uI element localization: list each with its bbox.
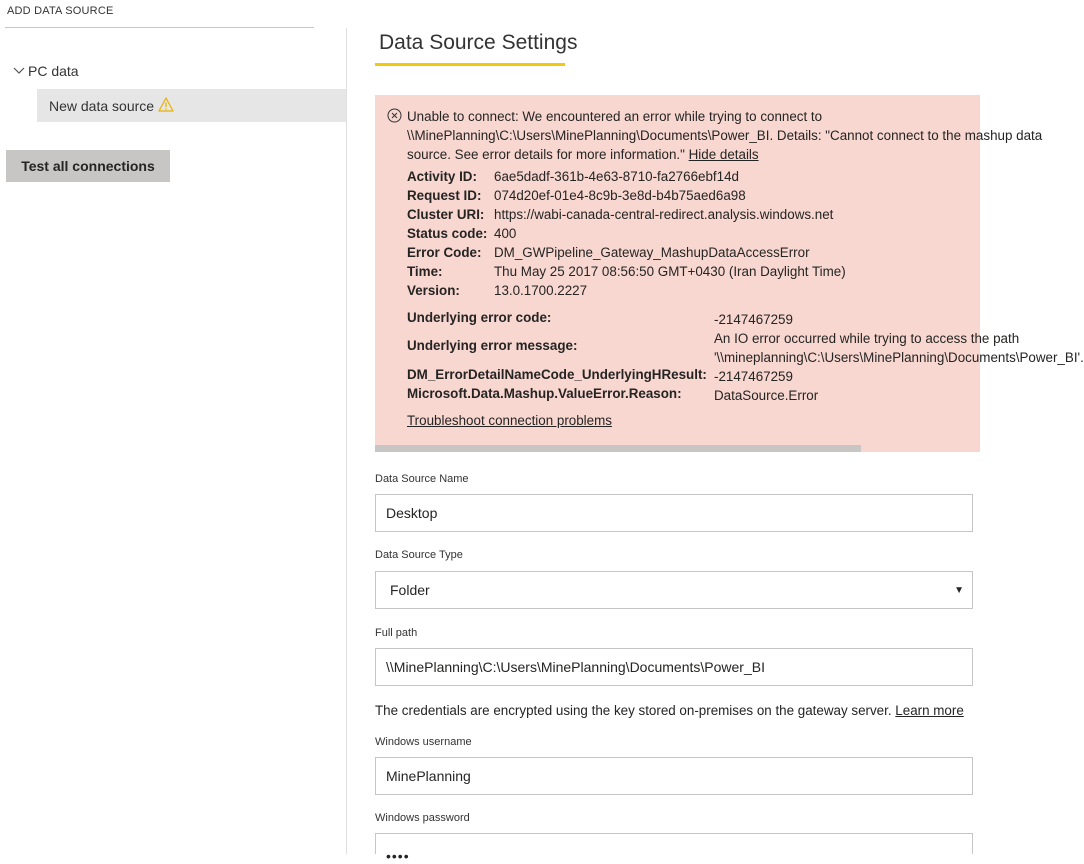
detail-value: 6ae5dadf-361b-4e63-8710-fa2766ebf14d (494, 169, 739, 184)
detail-value: 400 (494, 226, 517, 241)
underlying-value: -2147467259 (714, 369, 793, 384)
detail-key: Cluster URI: (407, 207, 485, 222)
detail-key: Status code: (407, 226, 488, 241)
data-source-type-select[interactable] (375, 571, 973, 609)
title-underline (375, 63, 565, 66)
error-panel (375, 95, 1084, 452)
windows-username-input[interactable] (375, 757, 973, 795)
hide-details-link[interactable]: Hide details (688, 147, 759, 162)
detail-value: 074d20ef-01e4-8c9b-3e8d-b4b75aed6a98 (494, 188, 746, 203)
underlying-key: DM_ErrorDetailNameCode_UnderlyingHResult: (407, 367, 707, 382)
underlying-value: DataSource.Error (714, 388, 819, 403)
pane-divider (346, 28, 347, 854)
data-source-name-label: Data Source Name (375, 473, 469, 485)
windows-password-input[interactable] (375, 833, 973, 854)
underlying-value-line-1: An IO error occurred while trying to access the path (714, 331, 1020, 346)
detail-value: DM_GWPipeline_Gateway_MashupDataAccessError (494, 245, 810, 260)
close-circle-icon[interactable] (387, 108, 402, 123)
detail-key: Request ID: (407, 188, 482, 203)
windows-username-label: Windows username (375, 736, 472, 748)
chevron-down-icon (13, 67, 25, 75)
error-line-3: source. See error details for more information." (407, 147, 685, 162)
underlying-value-line-2: '\\mineplanning\C:\Users\MinePlanning\Documents\Power_BI'. (714, 350, 1084, 365)
underlying-value: -2147467259 (714, 312, 793, 327)
underlying-key: Underlying error code: (407, 310, 552, 325)
header-divider (5, 27, 314, 28)
caret-down-icon: ▼ (954, 584, 964, 596)
underlying-key: Underlying error message: (407, 338, 578, 353)
troubleshoot-link[interactable]: Troubleshoot connection problems (407, 413, 612, 428)
tree-item-new-data-source[interactable] (37, 89, 346, 122)
tree-group-label: PC data (28, 63, 79, 79)
windows-password-label: Windows password (375, 812, 470, 824)
tree-item-label: New data source (49, 97, 155, 114)
error-line-2: \\MinePlanning\C:\Users\MinePlanning\Documents\Power_BI. Details: "Cannot connect to the mashup data (407, 128, 1043, 143)
detail-key: Time: (407, 264, 443, 279)
test-all-connections-button[interactable]: Test all connections (6, 150, 170, 182)
detail-value: 13.0.1700.2227 (494, 283, 588, 298)
detail-key: Version: (407, 283, 460, 298)
warning-icon (158, 97, 174, 112)
learn-more-link[interactable]: Learn more (895, 703, 964, 718)
detail-key: Activity ID: (407, 169, 477, 184)
underlying-key: Microsoft.Data.Mashup.ValueError.Reason: (407, 386, 682, 401)
credentials-note-text: The credentials are encrypted using the key stored on-premises on the gateway server. (375, 703, 892, 718)
credentials-note (375, 703, 964, 718)
error-message (407, 107, 1043, 164)
password-mask: •••• (386, 848, 410, 864)
detail-key: Error Code: (407, 245, 482, 260)
add-data-source-header: ADD DATA SOURCE (7, 5, 114, 17)
horizontal-scrollbar[interactable] (375, 445, 861, 452)
data-source-type-value: Folder (390, 582, 430, 598)
detail-value: Thu May 25 2017 08:56:50 GMT+0430 (Iran Daylight Time) (494, 264, 846, 279)
full-path-input[interactable] (375, 648, 973, 686)
tree-group-pc-data[interactable] (13, 63, 79, 79)
full-path-label: Full path (375, 627, 418, 639)
data-source-name-input[interactable] (375, 494, 973, 532)
page-title: Data Source Settings (379, 31, 578, 54)
detail-value: https://wabi-canada-central-redirect.analysis.windows.net (494, 207, 834, 222)
data-source-type-label: Data Source Type (375, 549, 463, 561)
error-line-1: Unable to connect: We encountered an error while trying to connect to (407, 109, 823, 124)
left-pane (0, 0, 346, 854)
